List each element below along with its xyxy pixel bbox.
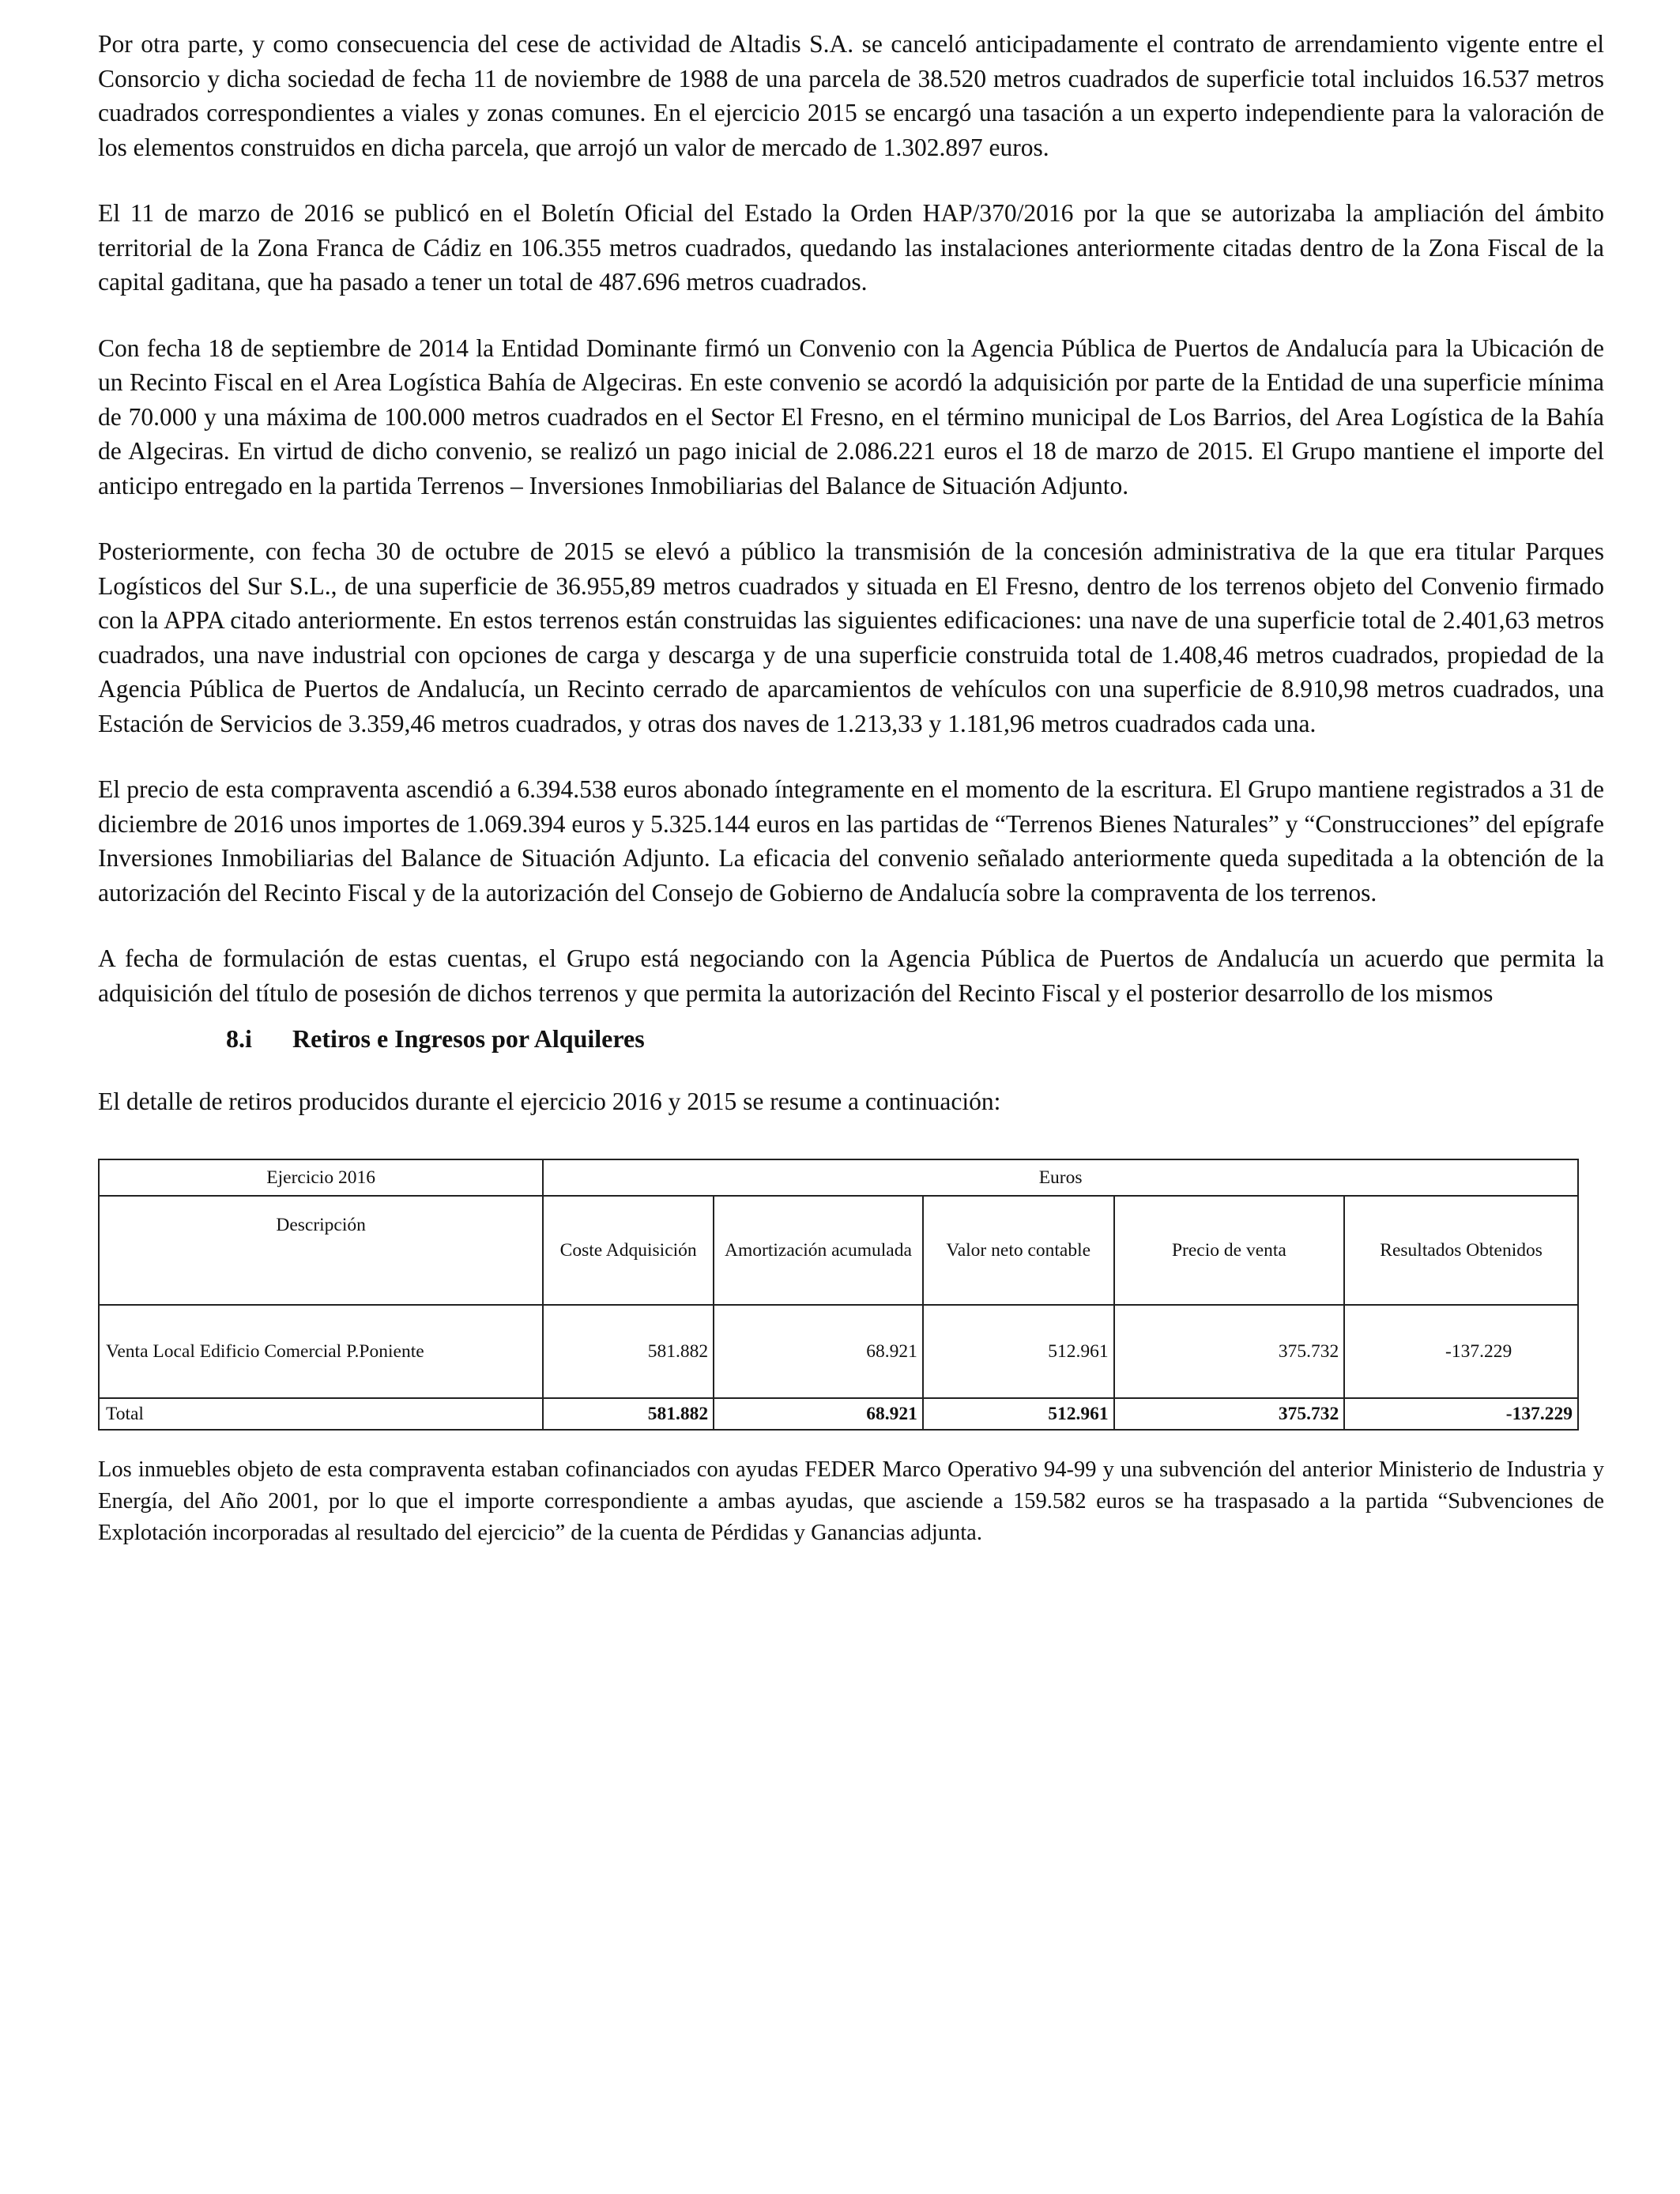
year-header: Ejercicio 2016 (99, 1159, 543, 1196)
row-amortization: 68.921 (714, 1305, 923, 1398)
total-cost: 581.882 (543, 1398, 714, 1430)
table-intro: El detalle de retiros producidos durante el ejercicio 2016 y 2015 se resume a continuación: (98, 1088, 1001, 1115)
section-number: 8.i (226, 1024, 252, 1053)
section-title: Retiros e Ingresos por Alquileres (292, 1024, 645, 1053)
total-label: Total (99, 1398, 543, 1430)
row-result: -137.229 (1344, 1305, 1578, 1398)
total-net-value: 512.961 (923, 1398, 1114, 1430)
total-amortization: 68.921 (714, 1398, 923, 1430)
table-header-row-columns (99, 1196, 1578, 1305)
total-sale-price: 375.732 (1114, 1398, 1345, 1430)
table-row (99, 1305, 1578, 1398)
paragraph-convenio-appa: Con fecha 18 de septiembre de 2014 la Entidad Dominante firmó un Convenio con la Agencia Pública de Puertos de Andalucía para la Ubicación de un Recinto Fiscal en el Area Logística Bahía de Algeciras. En este convenio se acordó la adquisición por parte de la Entidad de una superficie mínima de 70.000 y una máxima de 100.000 metros cuadrados en el Sector El Fresno, en el término municipal de Los Barrios, del Area Logística de la Bahía de Algeciras. En virtud de dicho convenio, se realizó un pago inicial de 2.086.221 euros el 18 de marzo de 2015. El Grupo mantiene el importe del anticipo entregado en la partida Terrenos – Inversiones Inmobiliarias del Balance de Situación Adjunto. (98, 334, 1604, 499)
paragraph-altadis-contract: Por otra parte, y como consecuencia del cese de actividad de Altadis S.A. se canceló anticipadamente el contrato de arrendamiento vigente entre el Consorcio y dicha sociedad de fecha 11 de noviembre de 1988 de una parcela de 38.520 metros cuadrados de superficie total incluidos 16.537 metros cuadrados correspondientes a viales y zonas comunes. En el ejercicio 2015 se encargó una tasación a un experto independiente para la valoración de los elementos construidos en dicha parcela, que arrojó un valor de mercado de 1.302.897 euros. (98, 30, 1604, 161)
row-sale-price: 375.732 (1114, 1305, 1345, 1398)
column-header-description: Descripción (99, 1196, 543, 1305)
paragraph-compraventa-precio: El precio de esta compraventa ascendió a 6.394.538 euros abonado íntegramente en el momento de la escritura. El Grupo mantiene registrados a 31 de diciembre de 2016 unos importes de 1.069.394 euros y 5.325.144 euros en las partidas de “Terrenos Bienes Naturales” y “Construcciones” del epígrafe Inversiones Inmobiliarias del Balance de Situación Adjunto. La eficacia del convenio señalado anteriormente queda supeditada a la obtención de la autorización del Recinto Fiscal y de la autorización del Consejo de Gobierno de Andalucía sobre la compraventa de los terrenos. (98, 775, 1604, 907)
paragraph-concesion-transmision: Posteriormente, con fecha 30 de octubre de 2015 se elevó a público la transmisión de la concesión administrativa de la que era titular Parques Logísticos del Sur S.L., de una superficie de 36.955,89 metros cuadrados y situada en El Fresno, dentro de los terrenos objeto del Convenio firmado con la APPA citado anteriormente. En estos terrenos están construidas las siguientes edificaciones: una nave de una superficie total de 2.401,63 metros cuadrados, una nave industrial con opciones de carga y descarga y de una superficie construida total de 1.408,46 metros cuadrados, propiedad de la Agencia Pública de Puertos de Andalucía, un Recinto cerrado de aparcamientos de vehículos con una superficie de 8.910,98 metros cuadrados, una Estación de Servicios de 3.359,46 metros cuadrados, y otras dos naves de 1.213,33 y 1.181,96 metros cuadrados cada una. (98, 537, 1604, 737)
column-header-amortization: Amortización acumulada (714, 1196, 923, 1305)
column-header-sale-price: Precio de venta (1114, 1196, 1345, 1305)
currency-header: Euros (543, 1159, 1578, 1196)
column-header-result: Resultados Obtenidos (1344, 1196, 1578, 1305)
paragraph-zona-franca-order: El 11 de marzo de 2016 se publicó en el Boletín Oficial del Estado la Orden HAP/370/2016 por la que se autorizaba la ampliación del ámbito territorial de la Zona Franca de Cádiz en 106.355 metros cuadrados, quedando las instalaciones anteriormente citadas dentro de la Zona Fiscal de la capital gaditana, que ha pasado a tener un total de 487.696 metros cuadrados. (98, 199, 1604, 296)
feder-note: Los inmuebles objeto de esta compraventa estaban cofinanciados con ayudas FEDER Marco Operativo 94-99 y una subvención del anterior Ministerio de Industria y Energía, del Año 2001, por lo que el importe correspondiente a ambas ayudas, que asciende a 159.582 euros se ha traspasado a la partida “Subvenciones de Explotación incorporadas al resultado del ejercicio” de la cuenta de Pérdidas y Ganancias adjunta. (98, 1457, 1604, 1545)
paragraph-negociacion: A fecha de formulación de estas cuentas, el Grupo está negociando con la Agencia Pública de Puertos de Andalucía un acuerdo que permita la adquisición del título de posesión de dichos terrenos y que permita la autorización del Recinto Fiscal y el posterior desarrollo de los mismos (98, 944, 1604, 1007)
document-page (98, 27, 1604, 1549)
section-heading (226, 1021, 1604, 1056)
row-net-value: 512.961 (923, 1305, 1114, 1398)
row-cost: 581.882 (543, 1305, 714, 1398)
total-result: -137.229 (1344, 1398, 1578, 1430)
column-header-net-value: Valor neto contable (923, 1196, 1114, 1305)
column-header-cost: Coste Adquisición (543, 1196, 714, 1305)
table-total-row (99, 1398, 1578, 1430)
table-header-row-top (99, 1159, 1578, 1196)
retiros-table (98, 1159, 1579, 1431)
row-description: Venta Local Edificio Comercial P.Poniente (99, 1305, 543, 1398)
